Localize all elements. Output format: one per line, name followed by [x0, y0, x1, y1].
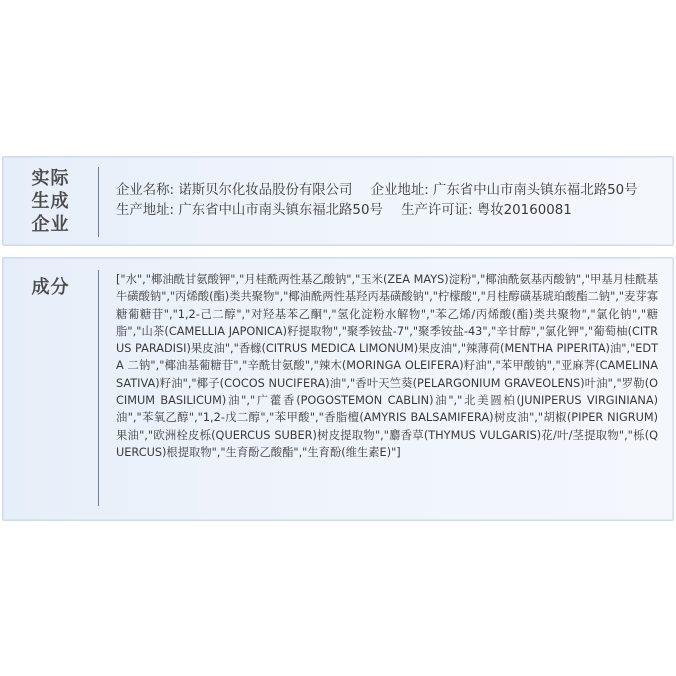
- license-number: 粤妆20160081: [476, 203, 572, 218]
- production-address: 广东省中山市南头镇东福北路50号: [178, 203, 383, 218]
- company-name-label: 企业名称:: [116, 183, 175, 198]
- production-address-label: 生产地址:: [116, 203, 175, 218]
- company-details: [116, 181, 666, 221]
- company-name: 诺斯贝尔化妆品股份有限公司: [178, 183, 353, 198]
- company-section-label-line: 生成: [31, 191, 70, 212]
- company-section-label-line: 实际: [31, 168, 70, 189]
- company-section-label-line: 企业: [31, 214, 70, 235]
- company-details-row-1: [116, 181, 666, 201]
- company-section-label: [3, 167, 98, 236]
- license-label: 生产许可证:: [401, 203, 473, 218]
- company-address: 广东省中山市南头镇东福北路50号: [433, 183, 638, 198]
- ingredients-section-label: 成分: [31, 277, 70, 298]
- company-details-row-2: [116, 201, 666, 221]
- company-address-label: 企业地址:: [370, 183, 429, 198]
- company-info-panel: [2, 156, 674, 246]
- ingredients-panel: [2, 257, 674, 521]
- company-section-divider: [98, 167, 99, 237]
- ingredients-section-divider: [98, 270, 99, 506]
- ingredients-list: ["水","椰油酰甘氨酸钾","月桂酰两性基乙酸钠","玉米(ZEA MAYS)淀粉","椰油酰氨基丙酸钠","甲基月桂酰基牛磺酸钠","丙烯酸(酯)类共聚物","椰油酰两性基羟丙基磺酸钠","柠檬酸","月桂醇磺基琥珀酸酯二钠","麦芽寡糖葡糖苷","1,2-己二醇","对羟基苯乙酮","氢化淀粉水解物","苯乙烯/丙烯酸(酯)类共聚物","氯化钠","糖脂","山茶(CAMELLIA JAPONICA)籽提取物","聚季铵盐-7","聚季铵盐-43","辛甘醇","氯化钾","葡萄柚(CITRUS PARADISI)果皮油","香橼(CITRUS MEDICA LIMONUM)果皮油","辣薄荷(MENTHA PIPERITA)油","EDTA 二钠","椰油基葡糖苷","辛酰甘氨酸","辣木(MORINGA OLEIFERA)籽油","苯甲酸钠","亚麻荠(CAMELINA SATIVA)籽油","椰子(COCOS NUCIFERA)油","香叶天竺葵(PELARGONIUM GRAVEOLENS)叶油","罗勒(OCIMUM BASILICUM)油","广藿香(POGOSTEMON CABLIN)油","北美圆柏(JUNIPERUS VIRGINIANA)油","苯氧乙醇","1,2-戊二醇","苯甲酸","香脂檀(AMYRIS BALSAMIFERA)树皮油","胡椒(PIPER NIGRUM)果油","欧洲栓皮栎(QUERCUS SUBER)树皮提取物","麝香草(THYMUS VULGARIS)花/叶/茎提取物","栎(QUERCUS)根提取物","生育酚乙酸酯","生育酚(维生素E)"]: [116, 273, 658, 459]
